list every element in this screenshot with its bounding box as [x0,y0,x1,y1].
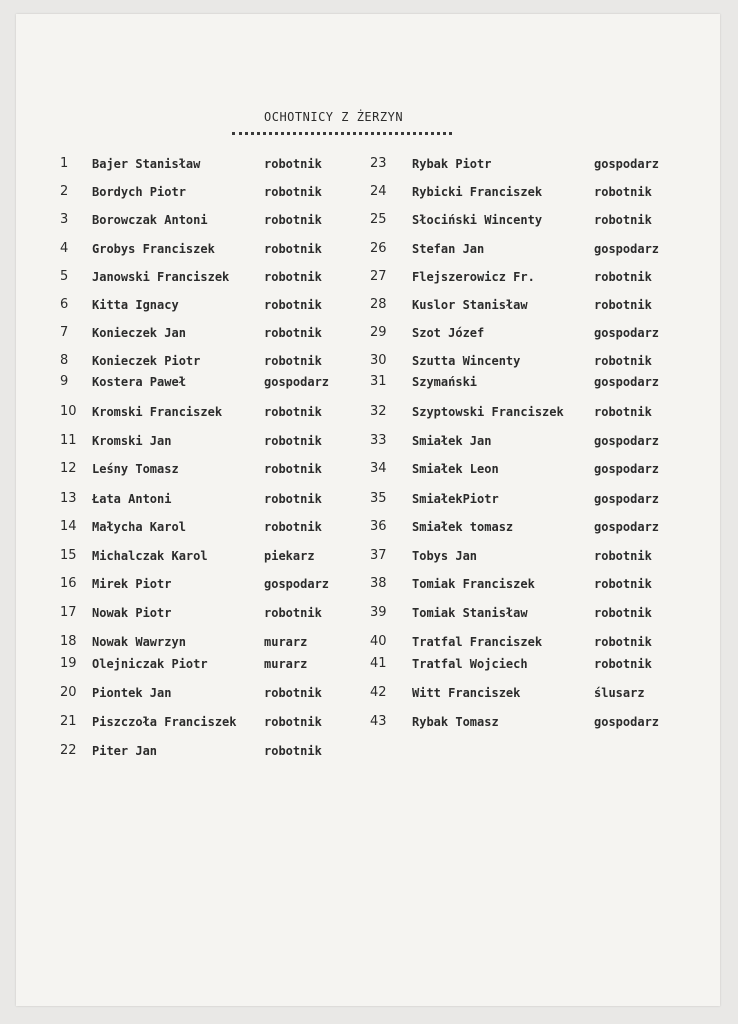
list-item [60,461,390,477]
entry-name: Kromski Jan [92,434,172,448]
entry-name: Kromski Franciszek [92,405,223,419]
list-item [370,491,700,507]
entry-occupation: robotnik [264,298,322,312]
list-item [60,184,390,200]
list-item [60,634,390,650]
entry-name: Michalczak Karol [92,549,208,563]
entry-name: Tobys Jan [412,549,478,563]
list-item [370,241,700,257]
list-item [60,548,390,564]
list-item [370,605,700,621]
entry-name: Kitta Ignacy [92,298,179,312]
list-item [60,297,390,313]
list-item [60,404,390,420]
entry-number: 28 [370,297,387,312]
entry-occupation: robotnik [594,213,652,227]
entry-name: Tomiak Franciszek [412,577,535,591]
entry-occupation: gospodarz [594,492,660,506]
entry-name: Piszczoła Franciszek [92,715,237,729]
entry-number: 27 [370,269,387,284]
entry-occupation: robotnik [264,157,322,171]
entry-number: 20 [60,685,77,700]
list-item [60,519,390,535]
entry-name: Smiałek Leon [412,462,499,476]
entry-name: Stefan Jan [412,242,485,256]
list-item [370,433,700,449]
list-item [60,433,390,449]
entry-occupation: robotnik [264,270,322,284]
entry-number: 18 [60,634,77,649]
entry-occupation: robotnik [264,326,322,340]
list-item [370,184,700,200]
entry-name: Tomiak Stanisław [412,606,528,620]
entry-name: Janowski Franciszek [92,270,230,284]
entry-name: Flejszerowicz Fr. [412,270,535,284]
entry-number: 26 [370,241,387,256]
entry-occupation: robotnik [264,715,322,729]
entry-number: 34 [370,461,387,476]
entry-name: Łata Antoni [92,492,172,506]
entry-name: Konieczek Jan [92,326,186,340]
entry-occupation: murarz [264,635,308,649]
entry-name: Tratfal Wojciech [412,657,528,671]
entry-number: 43 [370,714,387,729]
entry-number: 35 [370,491,387,506]
entry-number: 12 [60,461,77,476]
document-title: OCHOTNICY Z ŻERZYN [264,110,404,124]
list-item [370,297,700,313]
entry-occupation: murarz [264,657,308,671]
list-item [370,156,700,172]
entry-occupation: robotnik [264,686,322,700]
entry-number: 19 [60,656,77,671]
entry-number: 8 [60,353,69,368]
entry-number: 30 [370,353,387,368]
entry-occupation: robotnik [264,492,322,506]
entry-number: 23 [370,156,387,171]
entry-number: 41 [370,656,387,671]
list-item [370,404,700,420]
entry-number: 7 [60,325,69,340]
entry-number: 24 [370,184,387,199]
entry-number: 32 [370,404,387,419]
entry-name: Piter Jan [92,744,158,758]
entry-occupation: gospodarz [594,326,660,340]
entry-occupation: robotnik [264,242,322,256]
list-item [60,743,390,759]
entry-name: Rybicki Franciszek [412,185,543,199]
entry-occupation: robotnik [264,434,322,448]
entry-number: 38 [370,576,387,591]
entry-name: Bordych Piotr [92,185,186,199]
entry-occupation: robotnik [594,354,652,368]
entry-occupation: robotnik [594,635,652,649]
list-item [60,656,390,672]
entry-number: 21 [60,714,77,729]
entry-name: Nowak Piotr [92,606,172,620]
entry-number: 2 [60,184,69,199]
entry-occupation: robotnik [264,185,322,199]
list-item [370,353,700,369]
entry-name: Leśny Tomasz [92,462,179,476]
list-item [60,714,390,730]
entry-name: Szyptowski Franciszek [412,405,564,419]
entry-name: Kuslor Stanisław [412,298,528,312]
entry-occupation: robotnik [264,405,322,419]
entry-number: 11 [60,433,77,448]
entry-occupation: ślusarz [594,686,645,700]
entry-number: 25 [370,212,387,227]
entry-occupation: robotnik [264,744,322,758]
entry-name: Borowczak Antoni [92,213,208,227]
entry-occupation: robotnik [264,606,322,620]
entry-name: Olejniczak Piotr [92,657,208,671]
entry-occupation: gospodarz [594,715,660,729]
entry-name: Szutta Wincenty [412,354,521,368]
entry-name: Grobys Franciszek [92,242,215,256]
list-item [370,212,700,228]
list-item [370,656,700,672]
entry-number: 39 [370,605,387,620]
entry-number: 4 [60,241,69,256]
entry-number: 16 [60,576,77,591]
list-item [60,491,390,507]
entry-occupation: robotnik [264,354,322,368]
list-item [60,353,390,369]
list-item [370,634,700,650]
entry-name: Mirek Piotr [92,577,172,591]
list-item [370,548,700,564]
entry-number: 5 [60,269,69,284]
list-item [370,325,700,341]
entry-name: Piontek Jan [92,686,172,700]
entry-number: 22 [60,743,77,758]
entry-occupation: robotnik [594,577,652,591]
entry-number: 40 [370,634,387,649]
entry-name: Nowak Wawrzyn [92,635,186,649]
entry-occupation: robotnik [594,657,652,671]
list-item [60,156,390,172]
entry-number: 37 [370,548,387,563]
entry-number: 13 [60,491,77,506]
list-item [60,269,390,285]
entry-number: 17 [60,605,77,620]
entry-name: Kostera Paweł [92,375,186,389]
entry-number: 14 [60,519,77,534]
entry-occupation: robotnik [264,520,322,534]
entry-occupation: gospodarz [594,434,660,448]
list-item [60,576,390,592]
list-item [370,576,700,592]
entry-name: Szot Józef [412,326,485,340]
entry-occupation: robotnik [594,185,652,199]
document-page [16,14,720,1006]
entry-name: Rybak Tomasz [412,715,499,729]
entry-occupation: robotnik [264,462,322,476]
list-item [370,519,700,535]
entry-number: 3 [60,212,69,227]
entry-occupation: robotnik [594,298,652,312]
entry-occupation: gospodarz [594,242,660,256]
entry-occupation: gospodarz [264,375,330,389]
list-item [370,685,700,701]
entry-name: Smiałek tomasz [412,520,514,534]
entry-occupation: robotnik [594,405,652,419]
list-item [60,325,390,341]
entry-number: 36 [370,519,387,534]
entry-occupation: robotnik [594,549,652,563]
entry-name: Smiałek Jan [412,434,492,448]
entry-occupation: gospodarz [594,157,660,171]
entry-occupation: gospodarz [594,375,660,389]
list-item [60,241,390,257]
entry-occupation: robotnik [594,270,652,284]
entry-name: Konieczek Piotr [92,354,201,368]
entry-name: Rybak Piotr [412,157,492,171]
entry-occupation: robotnik [594,606,652,620]
entry-name: Małycha Karol [92,520,186,534]
entry-occupation: robotnik [264,213,322,227]
entry-name: Witt Franciszek [412,686,521,700]
list-item [370,714,700,730]
entry-number: 29 [370,325,387,340]
entry-number: 9 [60,374,69,389]
title-underline [232,132,452,135]
entry-name: Tratfal Franciszek [412,635,543,649]
entry-number: 1 [60,156,69,171]
entry-number: 33 [370,433,387,448]
entry-number: 42 [370,685,387,700]
entry-occupation: gospodarz [594,520,660,534]
list-item [60,374,390,390]
entry-number: 10 [60,404,77,419]
list-item [370,269,700,285]
entry-number: 6 [60,297,69,312]
entry-number: 15 [60,548,77,563]
entry-name: Szymański [412,375,478,389]
entry-occupation: gospodarz [594,462,660,476]
entry-name: Słociński Wincenty [412,213,543,227]
entry-occupation: gospodarz [264,577,330,591]
entry-name: Bajer Stanisław [92,157,201,171]
entry-occupation: piekarz [264,549,315,563]
entry-number: 31 [370,374,387,389]
list-item [370,461,700,477]
list-item [60,212,390,228]
entry-name: SmiałekPiotr [412,492,499,506]
list-item [60,685,390,701]
list-item [60,605,390,621]
list-item [370,374,700,390]
